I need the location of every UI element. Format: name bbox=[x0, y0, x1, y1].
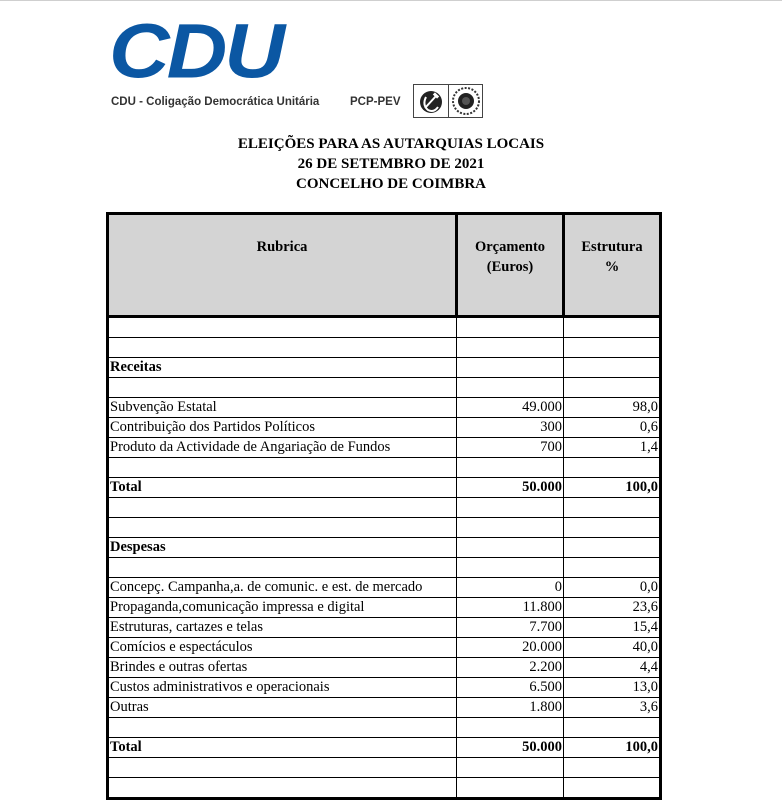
header-orcamento bbox=[457, 214, 564, 317]
table-row bbox=[108, 558, 661, 578]
row-rubrica: Contribuição dos Partidos Políticos bbox=[108, 418, 457, 438]
section-row-despesas bbox=[108, 538, 661, 558]
table-row bbox=[108, 678, 661, 698]
table-row bbox=[108, 658, 661, 678]
row-estrutura: 0,6 bbox=[564, 418, 661, 438]
row-rubrica: Subvenção Estatal bbox=[108, 398, 457, 418]
table-row bbox=[108, 438, 661, 458]
row-estrutura: 23,6 bbox=[564, 598, 661, 618]
table-row bbox=[108, 598, 661, 618]
sunflower-icon bbox=[449, 85, 483, 117]
row-rubrica: Brindes e outras ofertas bbox=[108, 658, 457, 678]
row-rubrica: Propaganda,comunicação impressa e digital bbox=[108, 598, 457, 618]
section-label-receitas: Receitas bbox=[108, 358, 457, 378]
row-estrutura: 3,6 bbox=[564, 698, 661, 718]
row-estrutura: 15,4 bbox=[564, 618, 661, 638]
total-row-despesas bbox=[108, 738, 661, 758]
page-top-border bbox=[0, 0, 782, 1]
table-row bbox=[108, 698, 661, 718]
row-estrutura: 0,0 bbox=[564, 578, 661, 598]
header-orcamento-unit: (Euros) bbox=[486, 259, 534, 275]
row-orcamento: 11.800 bbox=[457, 598, 564, 618]
section-label-despesas: Despesas bbox=[108, 538, 457, 558]
document-title-line1: ELEIÇÕES PARA AS AUTARQUIAS LOCAIS bbox=[237, 136, 545, 152]
table-row bbox=[108, 458, 661, 478]
party-emblem bbox=[413, 84, 483, 118]
document-title-municipality: CONCELHO DE COIMBRA bbox=[295, 176, 486, 192]
row-estrutura: 1,4 bbox=[564, 438, 661, 458]
header-rubrica: Rubrica bbox=[108, 214, 457, 317]
budget-table bbox=[106, 212, 662, 800]
table-row bbox=[108, 317, 661, 338]
row-orcamento: 0 bbox=[457, 578, 564, 598]
table-row bbox=[108, 578, 661, 598]
table-row bbox=[108, 718, 661, 738]
total-estrutura: 100,0 bbox=[564, 478, 661, 498]
row-rubrica: Produto da Actividade de Angariação de Fundos bbox=[108, 438, 457, 458]
row-rubrica: Estruturas, cartazes e telas bbox=[108, 618, 457, 638]
table-row bbox=[108, 638, 661, 658]
row-rubrica: Concepç. Campanha,a. de comunic. e est. de mercado bbox=[108, 578, 457, 598]
row-orcamento: 2.200 bbox=[457, 658, 564, 678]
row-orcamento: 20.000 bbox=[457, 638, 564, 658]
row-orcamento: 49.000 bbox=[457, 398, 564, 418]
cdu-logo: CDU bbox=[109, 7, 282, 94]
table-row bbox=[108, 338, 661, 358]
table-row bbox=[108, 418, 661, 438]
row-estrutura: 40,0 bbox=[564, 638, 661, 658]
table-row bbox=[108, 758, 661, 778]
row-estrutura: 4,4 bbox=[564, 658, 661, 678]
row-rubrica: Custos administrativos e operacionais bbox=[108, 678, 457, 698]
table-row bbox=[108, 518, 661, 538]
document-title-date: 26 DE SETEMBRO DE 2021 bbox=[297, 156, 485, 172]
row-orcamento: 6.500 bbox=[457, 678, 564, 698]
table-row bbox=[108, 618, 661, 638]
row-estrutura: 98,0 bbox=[564, 398, 661, 418]
table-row bbox=[108, 778, 661, 799]
header-estrutura bbox=[564, 214, 661, 317]
logo-subtitle: CDU - Coligação Democrática Unitária bbox=[111, 96, 320, 108]
total-label: Total bbox=[108, 738, 457, 758]
row-rubrica: Outras bbox=[108, 698, 457, 718]
table-row bbox=[108, 398, 661, 418]
table-row bbox=[108, 378, 661, 398]
row-orcamento: 300 bbox=[457, 418, 564, 438]
header-estrutura-unit: % bbox=[604, 259, 620, 275]
total-label: Total bbox=[108, 478, 457, 498]
header-orcamento-label: Orçamento bbox=[474, 239, 546, 255]
table-row bbox=[108, 498, 661, 518]
row-rubrica: Comícios e espectáculos bbox=[108, 638, 457, 658]
row-orcamento: 7.700 bbox=[457, 618, 564, 638]
header-estrutura-label: Estrutura bbox=[581, 239, 643, 255]
section-row-receitas bbox=[108, 358, 661, 378]
total-estrutura: 100,0 bbox=[564, 738, 661, 758]
total-orcamento: 50.000 bbox=[457, 478, 564, 498]
total-orcamento: 50.000 bbox=[457, 738, 564, 758]
total-row-receitas bbox=[108, 478, 661, 498]
row-estrutura: 13,0 bbox=[564, 678, 661, 698]
row-orcamento: 700 bbox=[457, 438, 564, 458]
table-header-row bbox=[108, 214, 661, 317]
logo-parties: PCP-PEV bbox=[350, 96, 401, 108]
row-orcamento: 1.800 bbox=[457, 698, 564, 718]
hammer-sickle-icon bbox=[414, 85, 449, 117]
